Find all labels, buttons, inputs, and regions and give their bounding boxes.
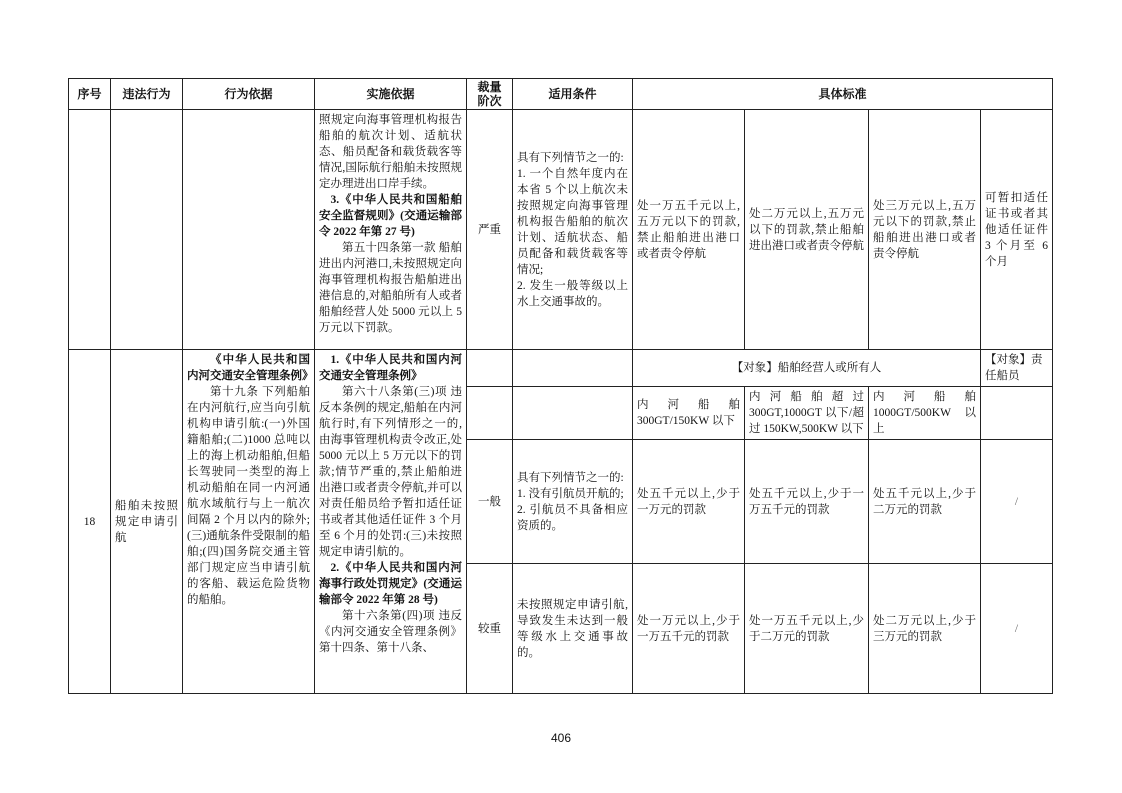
item18-object-owner: 【对象】船舶经营人或所有人 <box>633 350 981 387</box>
header-standards: 具体标准 <box>633 79 1053 110</box>
header-level <box>467 79 513 110</box>
penalty-standards-table <box>68 78 1053 694</box>
continuation-impl-law3: 3.《中华人民共和国船舶安全监督规则》(交通运输部令 2022 年第 27 号) <box>319 194 462 238</box>
continuation-impl-p1: 照规定向海事管理机构报告船舶的航次计划、适航状态、船员配备和载货载客等情况,国际航行船舶未按照规定办理进出口岸手续。 <box>319 114 462 190</box>
header-no: 序号 <box>69 79 111 110</box>
continuation-level: 严重 <box>467 110 513 350</box>
item18-heavier-conditions: 未按照规定申请引航,导致发生未达到一般等级水上交通事故的。 <box>513 564 633 694</box>
item18-heavier-standard-2: 处一万五千元以上,少于二万元的罚款 <box>745 564 869 694</box>
item18-general-standard-2: 处五千元以上,少于一万五千元的罚款 <box>745 440 869 564</box>
item18-basis <box>183 350 315 694</box>
header-level-line2: 阶次 <box>477 94 502 108</box>
continuation-cond-2: 2. 发生一般等级以上水上交通事故的。 <box>517 279 628 308</box>
continuation-standard-3: 处三万元以上,五万元以下的罚款,禁止船舶进出港口或者责令停航 <box>869 110 981 350</box>
continuation-basis <box>183 110 315 350</box>
item18-general-conditions <box>513 440 633 564</box>
continuation-standard-2: 处二万元以上,五万元以下的罚款,禁止船舶进出港口或者责令停航 <box>745 110 869 350</box>
item18-basis-law: 《中华人民共和国内河交通安全管理条例》 <box>187 354 314 382</box>
continuation-standard-1: 处一万五千元以上,五万元以下的罚款,禁止船舶进出港口或者责令停航 <box>633 110 745 350</box>
continuation-row <box>69 110 1053 350</box>
item18-general-level: 一般 <box>467 440 513 564</box>
item18-violation: 船舶未按照规定申请引航 <box>111 350 183 694</box>
item18-general-standard-4: / <box>981 440 1053 564</box>
item18-general-cond-2: 2. 引航员不具备相应资质的。 <box>517 503 628 532</box>
continuation-conditions <box>513 110 633 350</box>
item18-impl-p2: 第十六条第(四)项 违反《内河交通安全管理条例》第十四条、第十八条、 <box>319 610 462 654</box>
continuation-implementation <box>315 110 467 350</box>
header-basis: 行为依据 <box>183 79 315 110</box>
item18-no: 18 <box>69 350 111 694</box>
continuation-standard-4: 可暂扣适任证书或者其他适任证件 3 个月至 6 个月 <box>981 110 1053 350</box>
item18-general-cond-intro: 具有下列情节之一的: <box>517 471 624 484</box>
header-implementation: 实施依据 <box>315 79 467 110</box>
continuation-impl-p2: 第五十四条第一款 船舶进出内河港口,未按照规定向海事管理机构报告船舶进出港信息的,对船舶所有人或者船舶经营人处 5000 元以上 5 万元以下罚款。 <box>319 242 462 334</box>
item18-basis-text: 第十九条 下列船舶在内河航行,应当向引航机构申请引航:(一)外国籍船舶;(二)1000 总吨以上的海上机动船舶,但船长驾驶同一类型的海上机动船舶在同一内河通航水域航行与上一航次间隔 2 个月以内的除外;(三)通航条件受限制的船舶;(四)国务院交通主管部门规定应当申请引航的客船、载运危险货物的船舶。 <box>187 386 310 606</box>
item18-tier-level <box>467 387 513 440</box>
item18-tier-crew <box>981 387 1053 440</box>
header-row <box>69 79 1053 110</box>
item18-impl-law1: 1.《中华人民共和国内河交通安全管理条例》 <box>319 354 462 382</box>
item18-general-cond-1: 1. 没有引航员开航的; <box>517 487 624 500</box>
header-violation: 违法行为 <box>111 79 183 110</box>
item18-object-crew: 【对象】责任船员 <box>981 350 1053 387</box>
item18-tier-3: 内河船舶 1000GT/500KW 以上 <box>869 387 981 440</box>
item18-impl-law2: 2.《中华人民共和国内河海事行政处罚规定》(交通运输部令 2022 年第 28 号) <box>319 562 462 606</box>
continuation-cond-intro: 具有下列情节之一的: <box>517 151 624 164</box>
item18-heavier-standard-4: / <box>981 564 1053 694</box>
item18-heavier-standard-1: 处一万元以上,少于一万五千元的罚款 <box>633 564 745 694</box>
header-level-line1: 裁量 <box>477 80 502 94</box>
item18-object-level <box>467 350 513 387</box>
header-conditions: 适用条件 <box>513 79 633 110</box>
item18-implementation <box>315 350 467 694</box>
item18-tier-conditions <box>513 387 633 440</box>
item18-tier-1: 内河船舶 300GT/150KW 以下 <box>633 387 745 440</box>
page-number: 406 <box>550 731 572 745</box>
continuation-cond-1: 1. 一个自然年度内在本省 5 个以上航次未按照规定向海事管理机构报告船舶的航次计划、适航状态、船员配备和载货载客等情况; <box>517 167 628 276</box>
continuation-violation <box>111 110 183 350</box>
continuation-no <box>69 110 111 350</box>
item18-tier-2: 内河船舶超过 300GT,1000GT 以下/超过 150KW,500KW 以下 <box>745 387 869 440</box>
item18-heavier-level: 较重 <box>467 564 513 694</box>
item18-heavier-standard-3: 处二万元以上,少于三万元的罚款 <box>869 564 981 694</box>
item18-object-row <box>69 350 1053 387</box>
item18-general-standard-1: 处五千元以上,少于一万元的罚款 <box>633 440 745 564</box>
item18-impl-p1: 第六十八条第(三)项 违反本条例的规定,船舶在内河航行时,有下列情形之一的,由海事管理机构责令改正,处 5000 元以上 5 万元以下的罚款;情节严重的,禁止船舶进出港口或者责令停航,并可以对责任船员给予暂扣适任证书或者其他适任证件 3 个月至 6 个月的处罚:(三)未按照规定申请引航的。 <box>319 386 462 558</box>
item18-general-standard-3: 处五千元以上,少于二万元的罚款 <box>869 440 981 564</box>
item18-object-conditions <box>513 350 633 387</box>
